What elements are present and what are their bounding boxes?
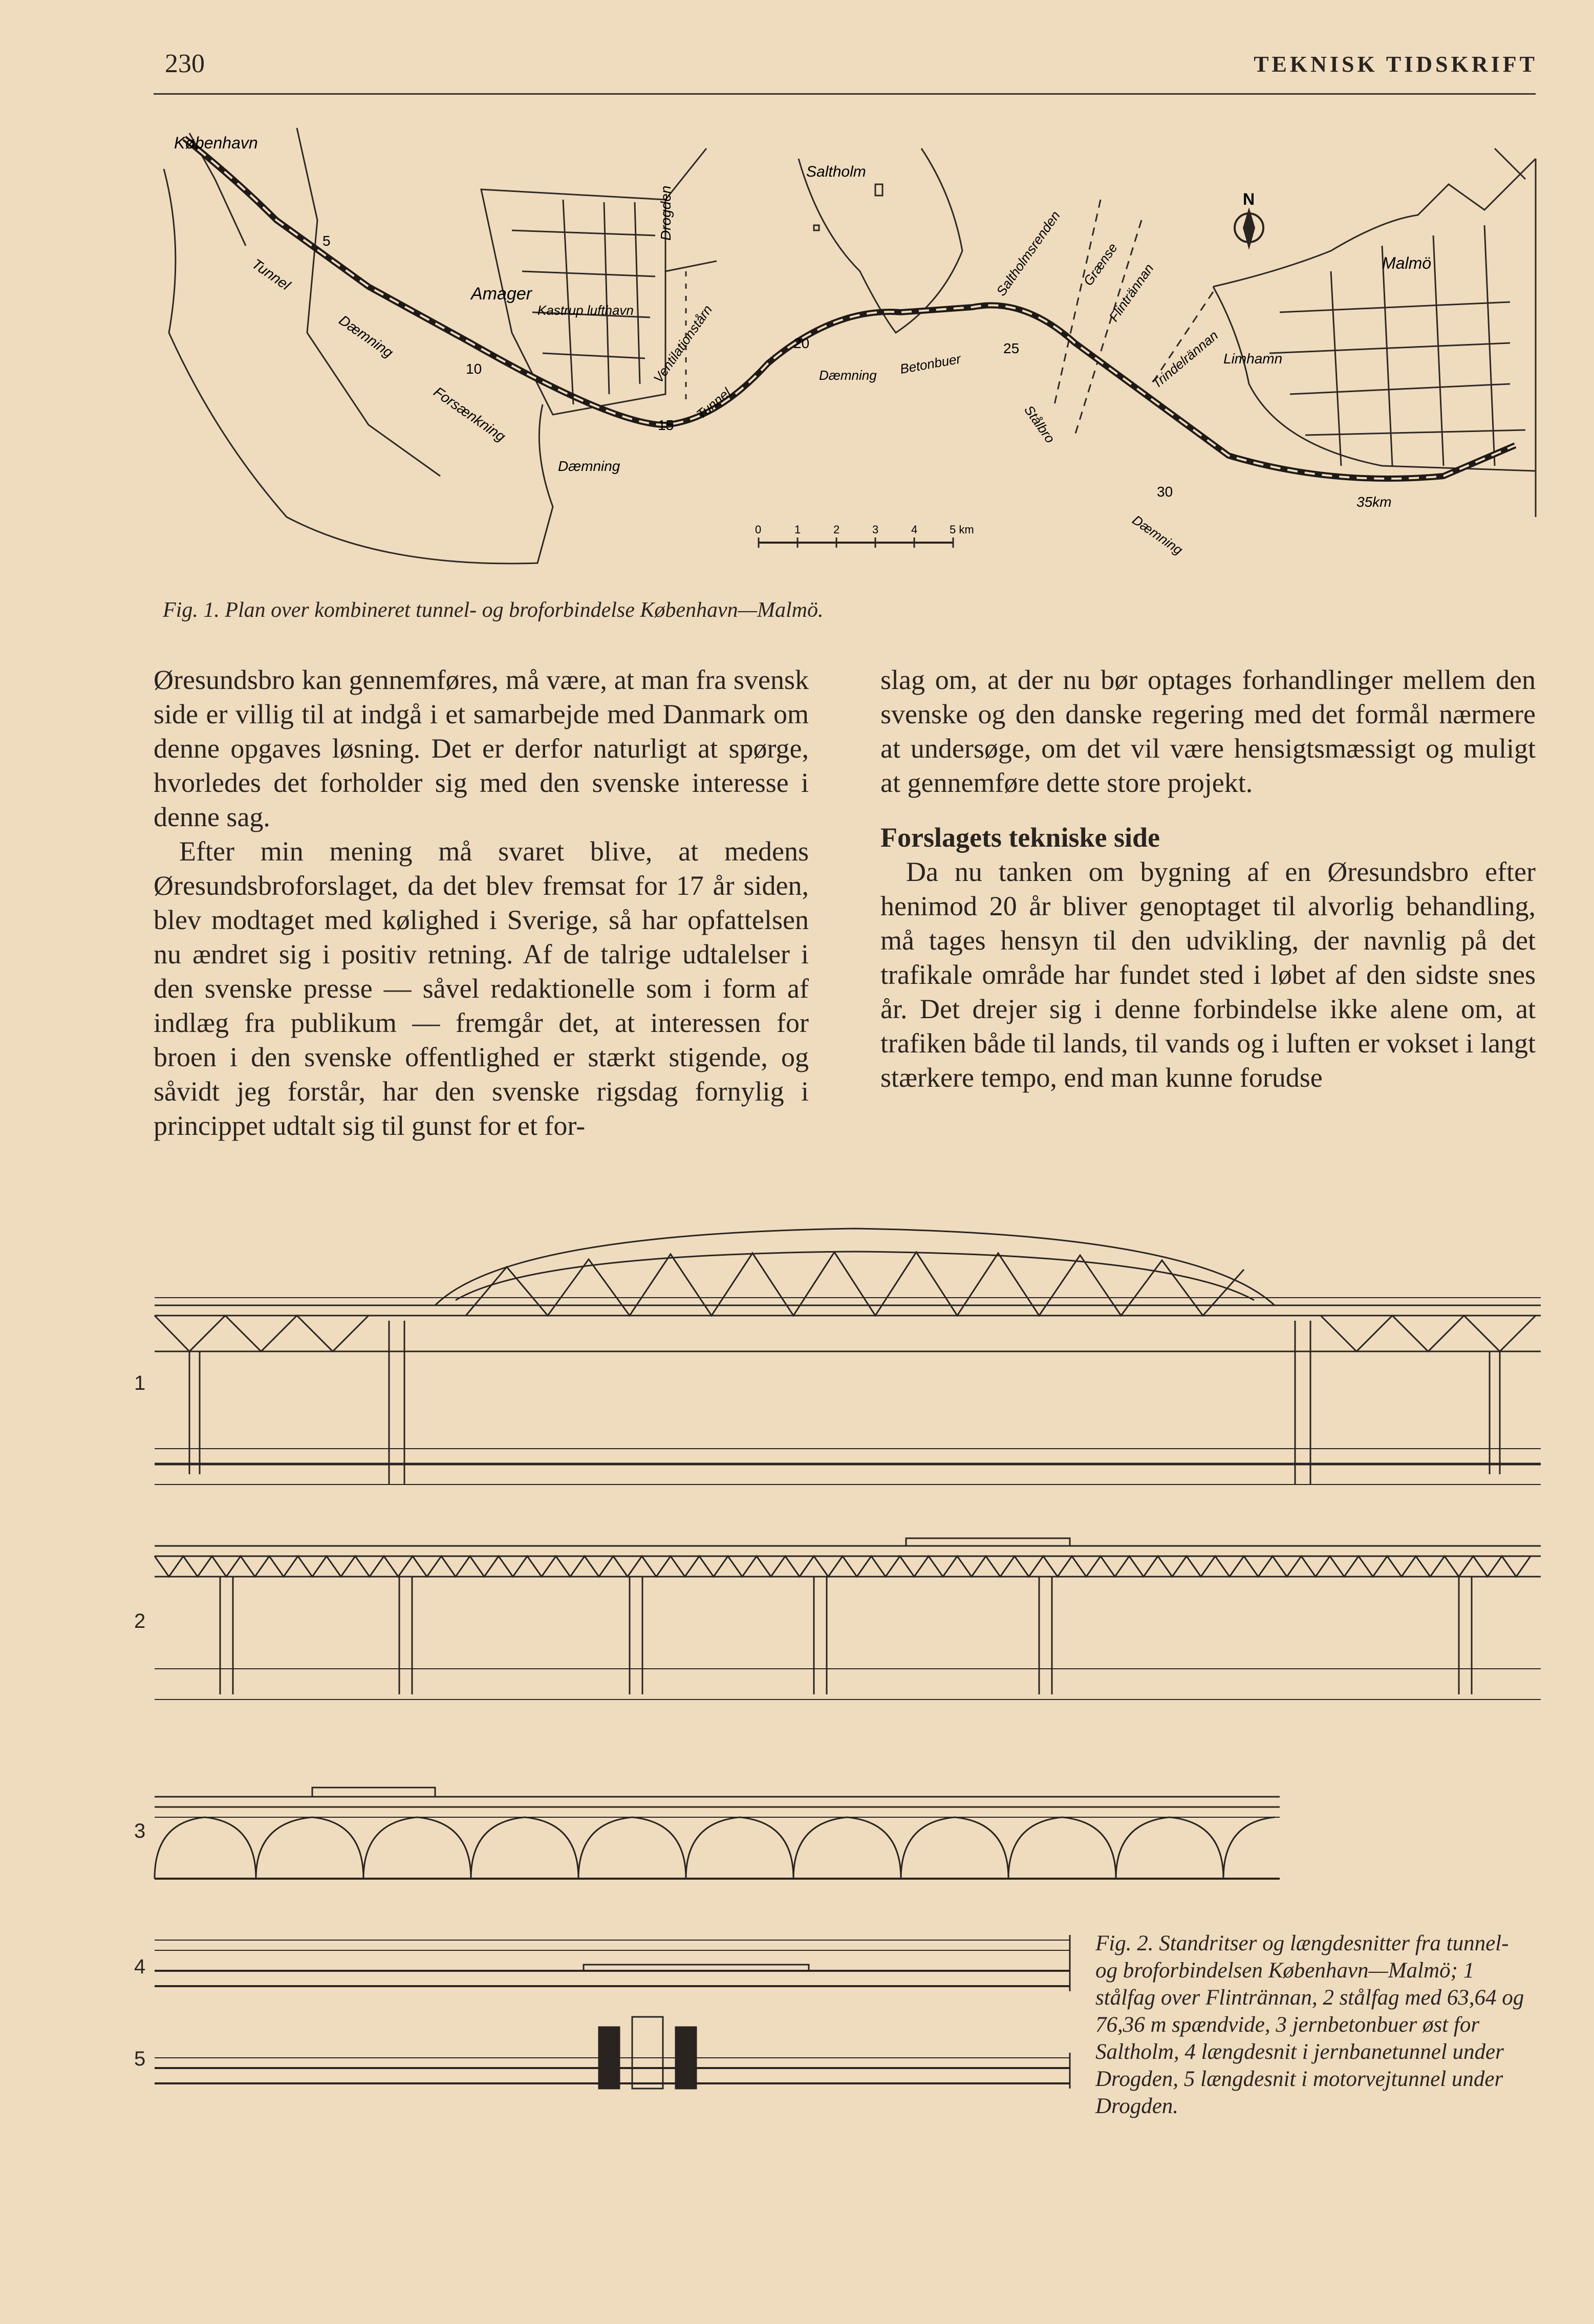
km-label-10: 10 [466,361,482,377]
map-label-tunnel: Tunnel [249,255,293,293]
map-label-daemning3: Dæmning [819,368,877,383]
fig2-row-label-5: 5 [134,2048,146,2070]
map-label-daemning: Dæmning [336,312,396,361]
km-label-30: 30 [1157,484,1173,500]
map-label-kobenhavn: København [174,134,258,152]
fig2-row-label-3: 3 [134,1820,146,1842]
map-label-malmo: Malmö [1382,254,1432,272]
right-paragraph-2: Da nu tanken om bygning af en Øresundsbro efter henimod 20 år bliver genoptaget til alvorlig behandling, må tages hensyn til den udvikling, der navnlig på det trafikale område har fundet sted i løbet af den sidste snes år. Det drejer sig i denne forbindelse ikke alene om, at trafiken både til lands, til vands og i luften er vokset i langt stærkere tempo, end man kunne forudse [880,856,1536,1093]
concrete-arch-elevation [155,1788,1280,1879]
scale-0: 0 [755,523,762,536]
fig1-caption: Fig. 1. Plan over kombineret tunnel- og broforbindelse København—Malmö. [163,598,824,622]
truss-bridge-elevation [155,1229,1541,1484]
map-label-amager: Amager [471,284,532,304]
journal-title: TEKNISK TIDSKRIFT [1254,52,1538,77]
fig1-map [154,118,1546,589]
map-label-forsaenkning: Forsænkning [430,383,509,445]
fig2-row-label-4: 4 [134,1955,146,1978]
north-label: N [1243,190,1255,208]
map-label-kastrup: Kastrup lufthavn [537,303,634,318]
scale-3: 3 [872,523,879,536]
right-paragraph-1: slag om, at der nu bør optages forhandlinger mellem den svenske og den danske regering med det formål nærmere at undersøge, om det vil være hensigtsmæssigt og muligt at gennemføre dette store projekt. [880,664,1536,798]
railway-tunnel-section [155,1935,1070,1991]
map-label-trindelrannan: Trindelrännan [1149,327,1221,392]
map-label-daemning2: Dæmning [558,458,620,474]
fig2-row-label-2: 2 [134,1610,146,1632]
right-column [880,663,1536,1095]
scale-4: 4 [911,523,918,536]
page-number: 230 [165,49,205,78]
fig2-caption: Fig. 2. Standritser og længdesnitter fra tunnel- og broforbindelsen København—Malmö; 1 stålfag over Flintrännan, 2 stålfag med 63,64 og 76,36 m spændvide, 3 jernbetonbuer øst for Saltholm, 4 længdesnit i jernbanetunnel under Drogden, 5 længdesnit i motorvejtunnel under Drogden. [1095,1931,1524,2118]
map-label-graense: Grænse [1080,240,1121,289]
km-label-25: 25 [1003,340,1020,356]
map-label-flintrannan: Flintrännan [1106,261,1157,325]
scale-5: 5 km [950,523,974,536]
header-rule [154,93,1536,95]
map-label-saltholm: Saltholm [806,163,866,180]
fig2-row-label-1: 1 [134,1372,146,1394]
map-label-stalbro: Stålbro [1021,402,1058,446]
girder-bridge-elevation [155,1538,1541,1699]
north-arrow-icon [1235,207,1263,250]
km-label-35: 35km [1356,494,1392,510]
scale-2: 2 [833,523,840,536]
map-label-tunnel2: Tunnel [693,384,734,422]
map-label-drogden: Drogden [658,185,674,241]
km-label-15: 15 [658,417,674,433]
left-paragraph-2: Efter min mening må svaret blive, at medens Øresundsbroforslaget, da det blev fremsat for 17 år siden, blev modtaget med kølighed i Sverige, så har opfattelsen nu ændret sig i positiv retning. Af de talrige udtalelser i den svenske presse — såvel redaktionelle som i form af indlæg fra publikum — fremgår det, at interessen for broen i den svenske offentlighed er stærkt stigende, og såvidt jeg forstår, har den svenske rigsdag fornylig i princippet udtalt sig til gunst for et for- [154,836,809,1141]
map-label-saltholmsrenden: Saltholmsrenden [993,208,1063,299]
left-paragraph-1: Øresundsbro kan gennemføres, må være, at man fra svensk side er villig til at indgå i et samarbejde med Danmark om denne opgaves løsning. Det er derfor naturligt at spørge, hvorledes det forholder sig med den svenske interesse i denne sag. [154,664,809,832]
map-label-limhamn: Limhamn [1223,351,1283,367]
map-label-daemning4: Dæmning [1129,512,1186,558]
motorway-tunnel-section [155,2017,1070,2089]
scale-bar [755,523,974,548]
scale-1: 1 [794,523,801,536]
km-label-5: 5 [322,233,331,249]
section-heading: Forslagets tekniske side [880,822,1160,853]
map-label-ventilation: Ventilationstårn [650,302,716,386]
left-column [154,663,809,1143]
km-label-20: 20 [793,335,810,351]
map-label-betonbuer: Betonbuer [898,351,962,377]
